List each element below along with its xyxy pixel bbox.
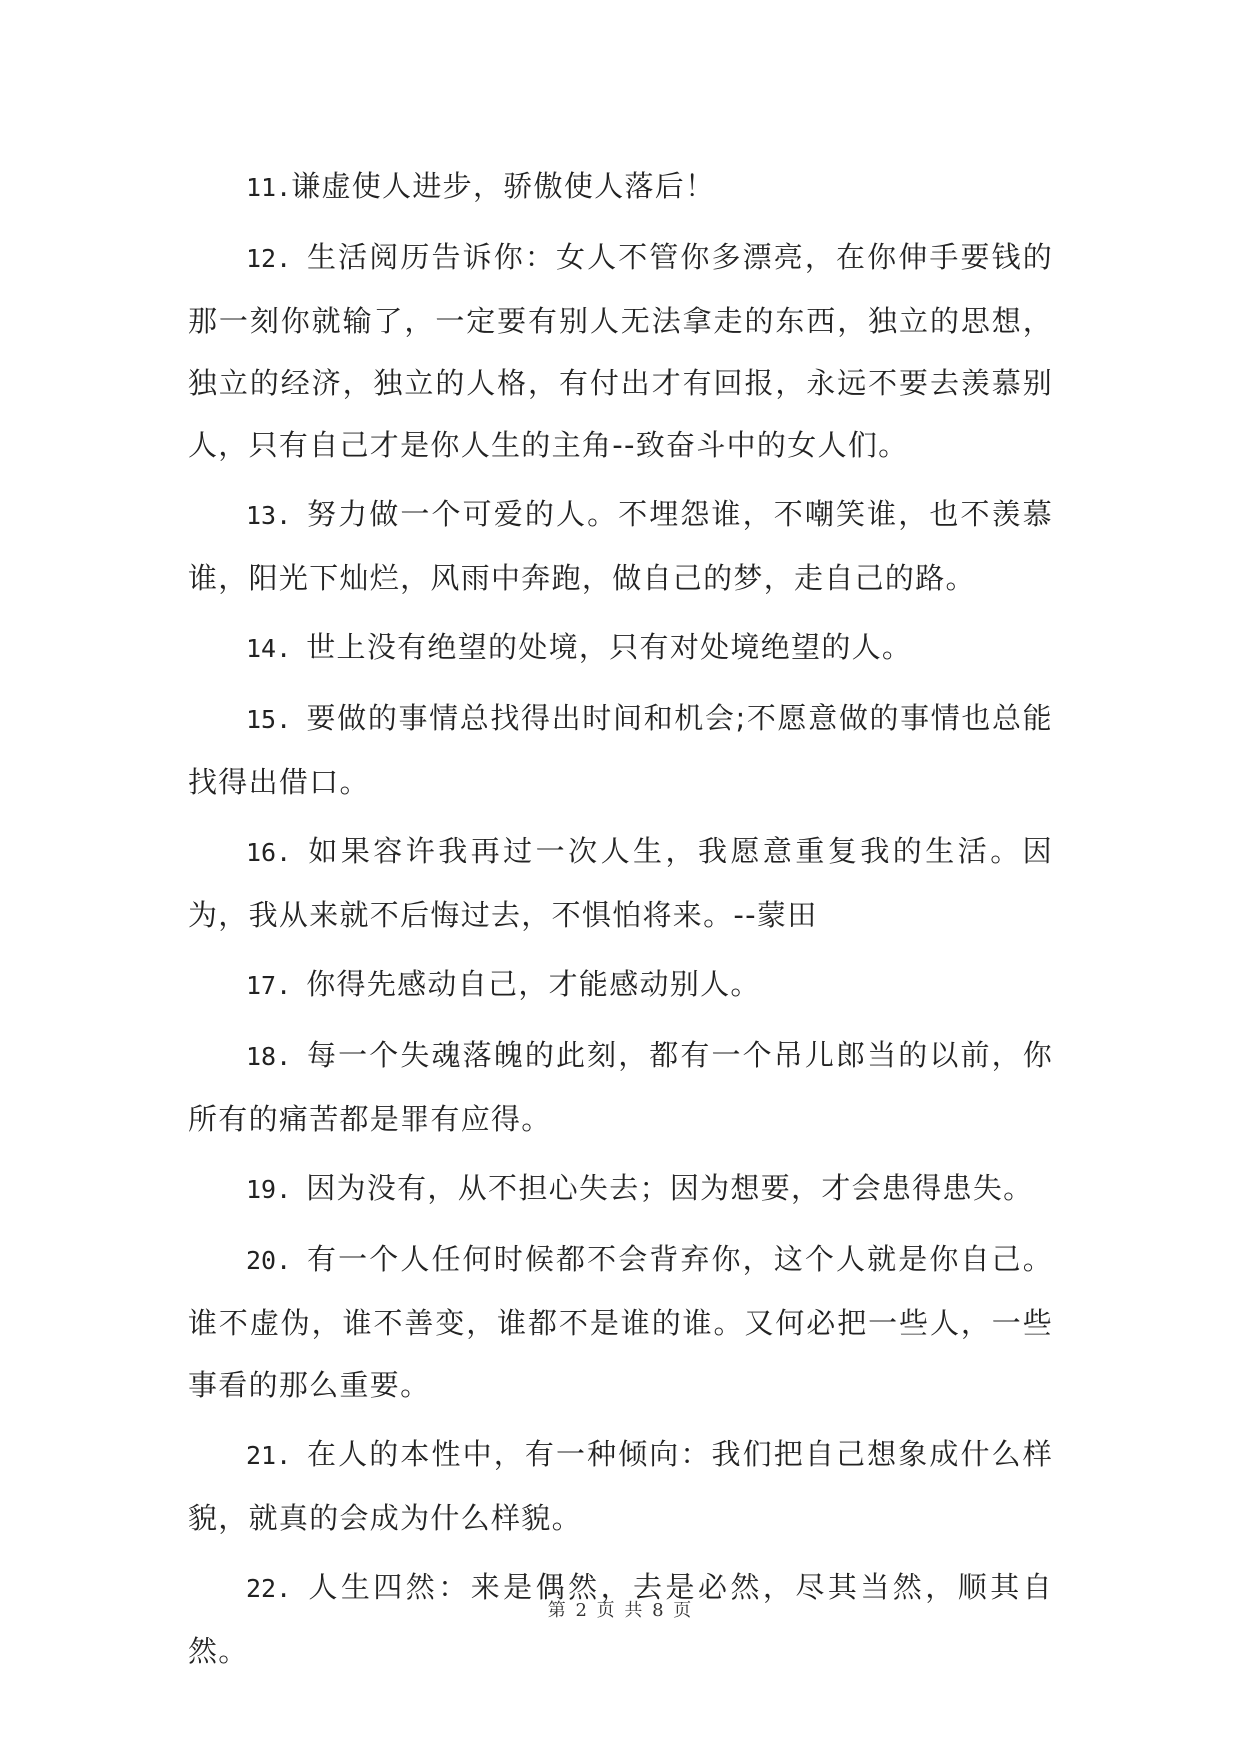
item-text: 如果容许我再过一次人生，我愿意重复我的生活。因为，我从来就不后悔过去，不惧怕将来。--蒙田 [188,834,1053,932]
item-text: 有一个人任何时候都不会背弃你，这个人就是你自己。谁不虚伪，谁不善变，谁都不是谁的谁。又何必把一些人，一些事看的那么重要。 [188,1242,1053,1402]
item-number: 14. [246,634,307,663]
list-item [188,226,1053,476]
item-number: 13. [246,501,308,530]
item-number: 12. [246,244,308,273]
item-text: 世上没有绝望的处境，只有对处境绝望的人。 [306,630,913,664]
item-number: 22. [246,1574,309,1603]
list-item [188,1024,1053,1150]
item-text: 你得先感动自己，才能感动别人。 [306,967,761,1001]
list-item [188,687,1053,813]
list-item [188,155,1053,219]
item-number: 11. [246,173,292,202]
item-text: 生活阅历告诉你：女人不管你多漂亮，在你伸手要钱的那一刻你就输了，一定要有别人无法拿走的东西，独立的思想，独立的经济，独立的人格，有付出才有回报，永远不要去羡慕别人，只有自己才是你人生的主角--致奋斗中的女人们。 [188,240,1053,462]
document-body [188,155,1053,1689]
item-text: 努力做一个可爱的人。不埋怨谁，不嘲笑谁，也不羡慕谁，阳光下灿烂，风雨中奔跑，做自己的梦，走自己的路。 [188,497,1053,595]
item-number: 18. [246,1042,308,1071]
list-item [188,820,1053,946]
item-number: 16. [246,838,309,867]
list-item [188,953,1053,1017]
item-text: 要做的事情总找得出时间和机会;不愿意做的事情也总能找得出借口。 [188,701,1053,799]
item-number: 17. [246,971,307,1000]
item-text: 人生四然：来是偶然，去是必然，尽其当然，顺其自然。 [188,1570,1053,1668]
list-item [188,616,1053,680]
item-text: 因为没有，从不担心失去；因为想要，才会患得患失。 [306,1171,1034,1205]
item-number: 21. [246,1441,308,1470]
item-text: 每一个失魂落魄的此刻，都有一个吊儿郎当的以前，你所有的痛苦都是罪有应得。 [188,1038,1053,1136]
list-item [188,1423,1053,1549]
list-item [188,483,1053,609]
item-number: 15. [246,705,307,734]
list-item [188,1228,1053,1416]
page-footer: 第 2 页 共 8 页 [547,1600,694,1621]
item-text: 在人的本性中，有一种倾向：我们把自己想象成什么样貌，就真的会成为什么样貌。 [188,1437,1053,1535]
item-number: 20. [246,1246,308,1275]
item-text: 谦虚使人进步，骄傲使人落后！ [291,169,716,203]
list-item [188,1157,1053,1221]
item-number: 19. [246,1175,307,1204]
